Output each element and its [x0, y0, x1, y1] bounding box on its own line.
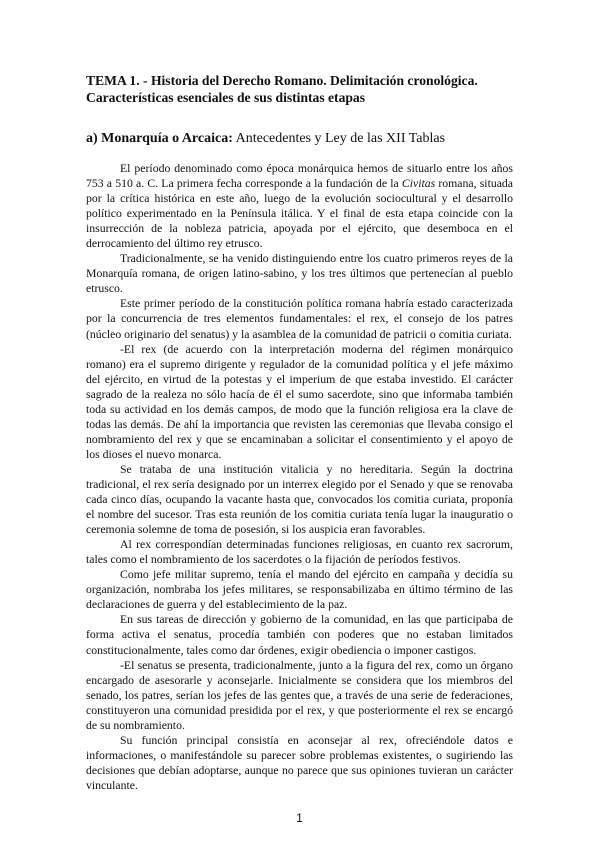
paragraph-3: Este primer período de la constitución política romana habría estado caracterizada por la concurrencia de tres elementos fundamentales: el rex, el consejo de los patres (núcleo originario del senatus) y la asamblea de la comunidad de patricii o comitia curiata. — [86, 297, 513, 341]
document-body — [86, 161, 513, 793]
paragraph-9: -El senatus se presenta, tradicionalmente, junto a la figura del rex, como un órgano encargado de asesorarle y aconsejarle. Inicialmente se considera que los miembros del senado, los patres, serían los jefes de las gentes que, a través de una serie de federaciones, constituyeron una comunidad presidida por el rex, y que posteriormente el rex se encargó de su nombramiento. — [86, 658, 513, 732]
paragraph-8: En sus tareas de dirección y gobierno de la comunidad, en las que participaba de forma activa el senatus, procedía también con poderes que no estaban limitados constitucionalmente, tales como dar órdenes, exigir obediencia o imponer castigos. — [86, 613, 513, 657]
paragraph-2: Tradicionalmente, se ha venido distinguiendo entre los cuatro primeros reyes de la Monarquía romana, de origen latino-sabino, y los tres últimos que pertenecían al pueblo etrusco. — [86, 252, 513, 296]
paragraph-1-italic-term: Civitas — [401, 177, 436, 191]
paragraph-1-text-a: El período denominado como época monárquica hemos de situarlo entre los años 753 a 510 a. C. La primera fecha corresponde a la fundación de la — [86, 162, 513, 191]
document-title: TEMA 1. - Historia del Derecho Romano. Delimitación cronológica. Características esenciales de sus distintas etapas — [86, 73, 478, 105]
section-heading-subtitle: Antecedentes y Ley de las XII Tablas — [232, 131, 446, 146]
page-number: 1 — [296, 811, 303, 825]
paragraph-10: Su función principal consistía en aconsejar al rex, ofreciéndole datos e informaciones, o manifestándole su parecer sobre problemas existentes, o sugiriendo las decisiones que debían adoptarse, aunque no parece que sus opiniones tuvieran un carácter vinculante. — [86, 733, 513, 792]
paragraph-5: Se trataba de una institución vitalicia y no hereditaria. Según la doctrina tradicional, el rex sería designado por un interrex elegido por el Senado y que se renovaba cada cinco días, ocupando la vacante hasta que, convocados los comitia curiata, proponía el nombre del sucesor. Tras esta reunión de los comitia curiata tenía lugar la inauguratio o ceremonia solemne de toma de posesión, si los auspicia eran favorables. — [86, 462, 513, 537]
paragraph-7: Como jefe militar supremo, tenía el mando del ejército en campaña y decidía su organización, nombraba los jefes militares, se responsabilizaba en último término de las declaraciones de guerra y del establecimiento de la paz. — [86, 568, 513, 612]
paragraph-1 — [86, 161, 513, 251]
paragraph-4: -El rex (de acuerdo con la interpretación moderna del régimen monárquico romano) era el supremo dirigente y regulador de la comunidad política y el jefe máximo del ejército, en virtud de la potestas y el imperium de que estaba investido. El carácter sagrado de la realeza no sólo hacía de él el sumo sacerdote, sino que informaba también toda su actividad en los demás campos, de modo que la función religiosa era la clave de todas las demás. De ahí la importancia que revisten las ceremonias que llevaba consigo el nombramiento del rex y que se encaminaban a solicitar el consentimiento y el apoyo de los dioses el nuevo monarca. — [86, 342, 513, 461]
paragraph-6: Al rex correspondían determinadas funciones religiosas, en cuanto rex sacrorum, tales como el nombramiento de los sacerdotes o la fijación de períodos festivos. — [86, 538, 513, 567]
section-heading — [86, 130, 516, 148]
section-heading-label: a) Monarquía o Arcaica: — [86, 131, 233, 146]
paragraph-1-text-b: romana, situada por la crítica histórica en este año, luego de la evolución sociocultural y el desarrollo político experimentado en la Península itálica. Y el final de esta etapa coincide con la insurrección de la nobleza patricia, apoyada por el ejército, que desemboca en el derrocamiento del último rey etrusco. — [86, 177, 514, 251]
